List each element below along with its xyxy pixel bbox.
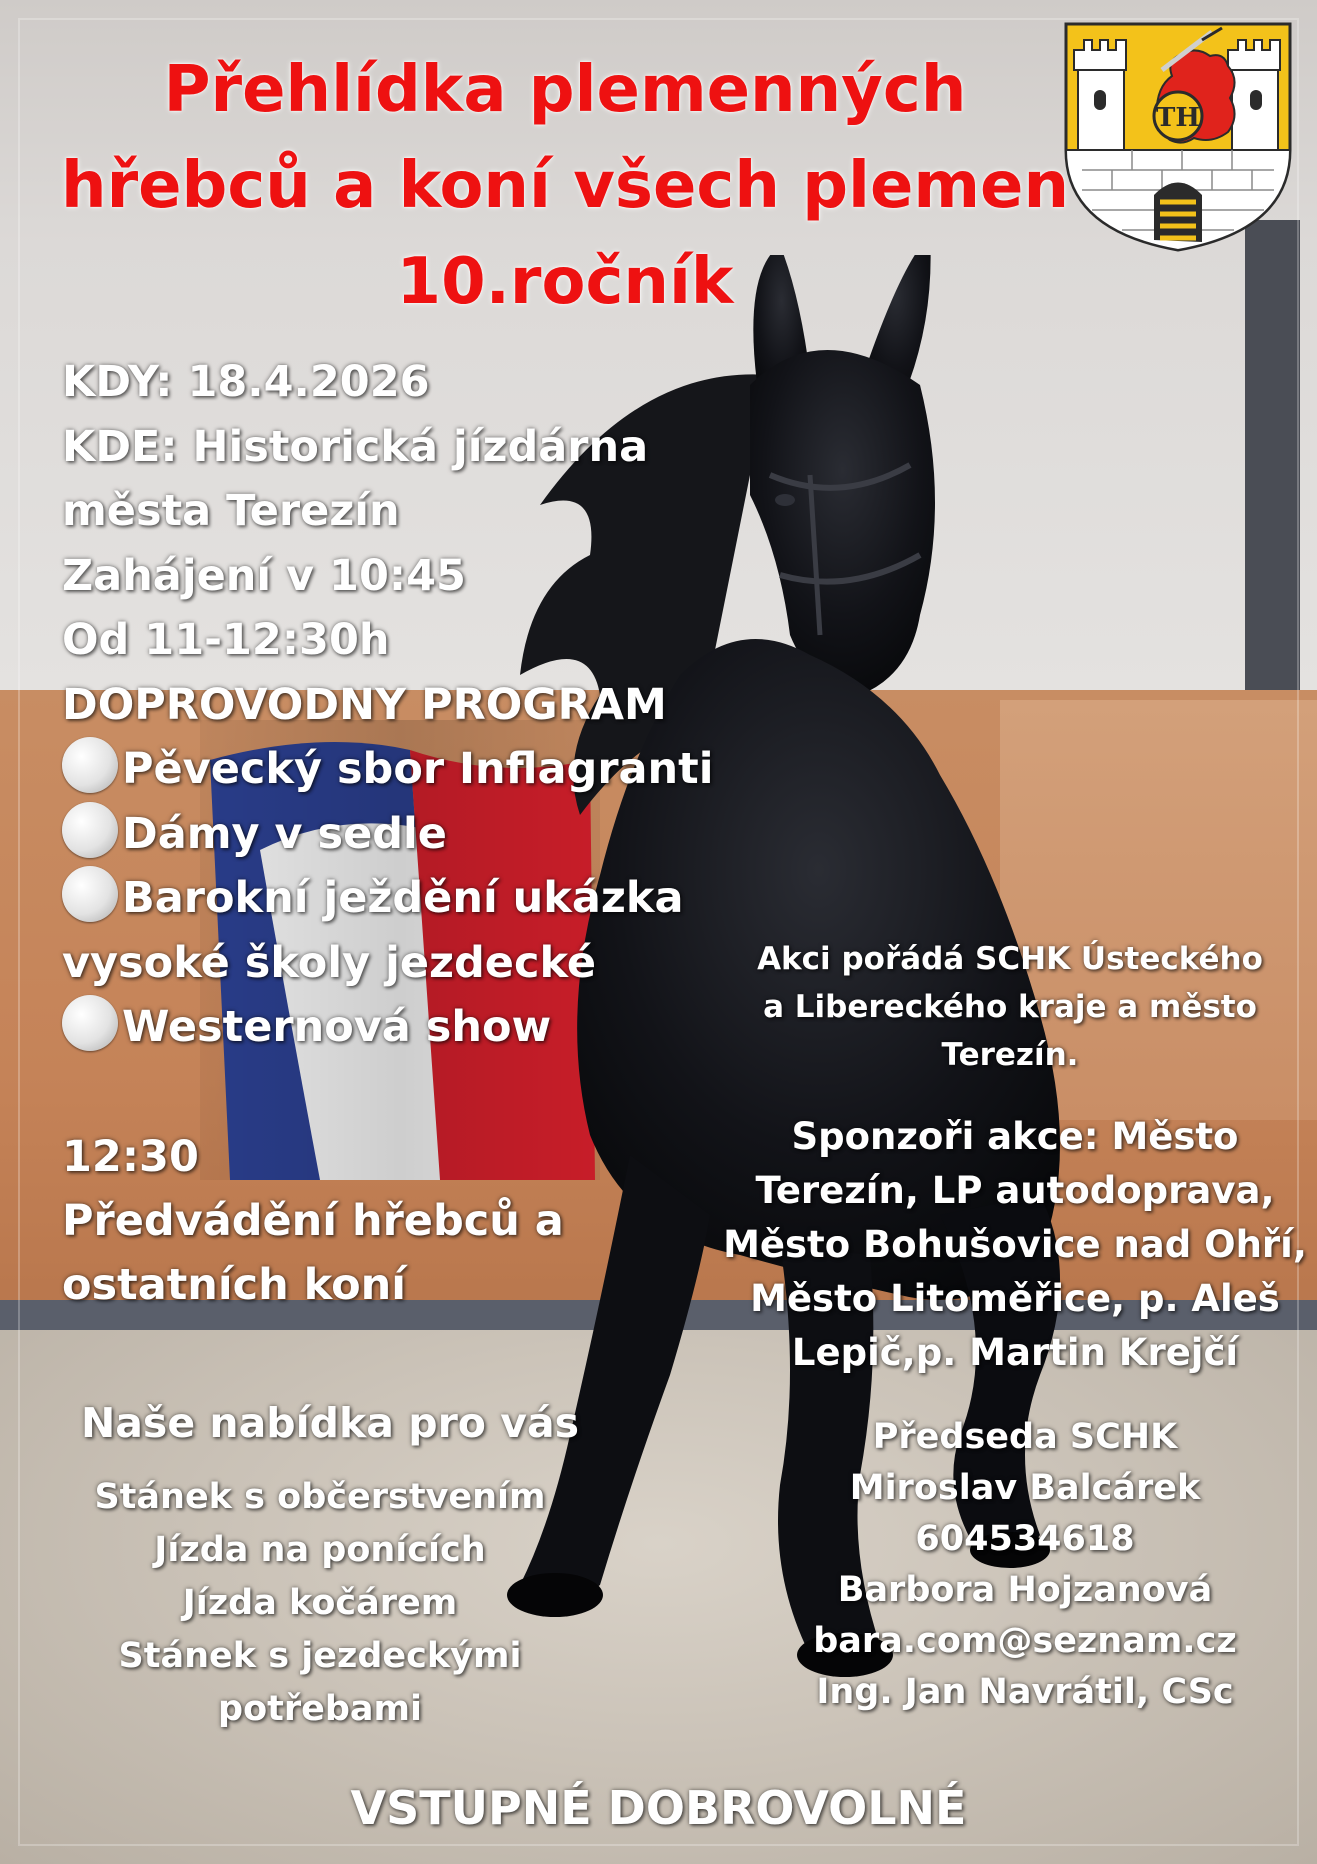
entry-fee-note: VSTUPNÉ DOBROVOLNÉ	[350, 1781, 967, 1835]
sponsors-line: Lepič,p. Martin Krejčí	[791, 1331, 1239, 1374]
crest-monogram: TH	[1156, 103, 1200, 133]
sponsors-note	[720, 1110, 1310, 1380]
program-item-continuation: vysoké školy jezdecké	[62, 937, 597, 988]
sponsors-line: Terezín, LP autodoprava,	[755, 1169, 1275, 1212]
offer-item: Stánek s občerstvením	[94, 1477, 546, 1517]
stallion-show-block	[62, 1125, 702, 1317]
title-line-3: 10.ročník	[396, 245, 734, 319]
bullet-icon	[62, 866, 118, 922]
program-item	[62, 802, 762, 867]
event-hours: Od 11-12:30h	[62, 615, 390, 665]
contact-line: Předseda SCHK	[872, 1417, 1178, 1457]
contact-line: Ing. Jan Navrátil, CSc	[816, 1672, 1234, 1712]
contact-email: bara.com@seznam.cz	[813, 1621, 1237, 1661]
offer-item: potřebami	[218, 1689, 422, 1729]
bullet-icon	[62, 802, 118, 858]
title-line-1: Přehlídka plemenných	[163, 53, 967, 127]
bullet-icon	[62, 995, 118, 1051]
contacts-block	[785, 1412, 1265, 1718]
offer-item: Jízda na ponících	[154, 1530, 486, 1570]
event-info	[62, 350, 762, 1060]
sponsors-line: Město Litoměřice, p. Aleš	[750, 1277, 1280, 1320]
offer-list	[40, 1471, 600, 1736]
sponsors-line: Sponzoři akce: Město	[791, 1115, 1239, 1158]
poster-title	[40, 42, 1090, 330]
event-venue-line-1: KDE: Historická jízdárna	[62, 421, 649, 472]
event-date: KDY: 18.4.2026	[62, 357, 430, 407]
contact-line: Miroslav Balcárek	[849, 1468, 1201, 1508]
stallion-show-time: 12:30	[62, 1132, 199, 1182]
program-item	[62, 995, 762, 1060]
stallion-show-line-2: ostatních koní	[62, 1260, 407, 1310]
offer-heading: Naše nabídka pro vás	[80, 1399, 580, 1447]
sponsors-line: Město Bohušovice nad Ohří,	[723, 1223, 1307, 1266]
program-heading: DOPROVODNY PROGRAM	[62, 679, 667, 730]
program-item	[62, 866, 762, 931]
event-venue-line-2: města Terezín	[62, 486, 400, 536]
contact-phone: 604534618	[915, 1519, 1135, 1559]
organizer-note	[725, 935, 1295, 1079]
contact-line: Barbora Hojzanová	[837, 1570, 1213, 1610]
offer-item: Jízda kočárem	[182, 1583, 458, 1623]
program-item-label: Westernová show	[122, 1002, 552, 1052]
program-item-label: Barokní ježdění ukázka	[122, 873, 684, 923]
terezin-coat-of-arms	[1062, 20, 1294, 252]
program-item-label: Dámy v sedle	[122, 808, 447, 859]
event-opening: Zahájení v 10:45	[62, 550, 466, 601]
bullet-icon	[62, 737, 118, 793]
organizer-line: a Libereckého kraje a město	[763, 989, 1257, 1025]
program-item	[62, 737, 762, 802]
stallion-show-line-1: Předvádění hřebců a	[62, 1196, 564, 1246]
organizer-line: Akci pořádá SCHK Ústeckého	[757, 941, 1263, 977]
title-line-2: hřebců a koní všech plemen	[61, 149, 1069, 223]
offer-item: Stánek s jezdeckými	[118, 1636, 522, 1676]
organizer-line: Terezín.	[941, 1037, 1079, 1073]
program-item-label: Pěvecký sbor Inflagranti	[122, 744, 714, 794]
